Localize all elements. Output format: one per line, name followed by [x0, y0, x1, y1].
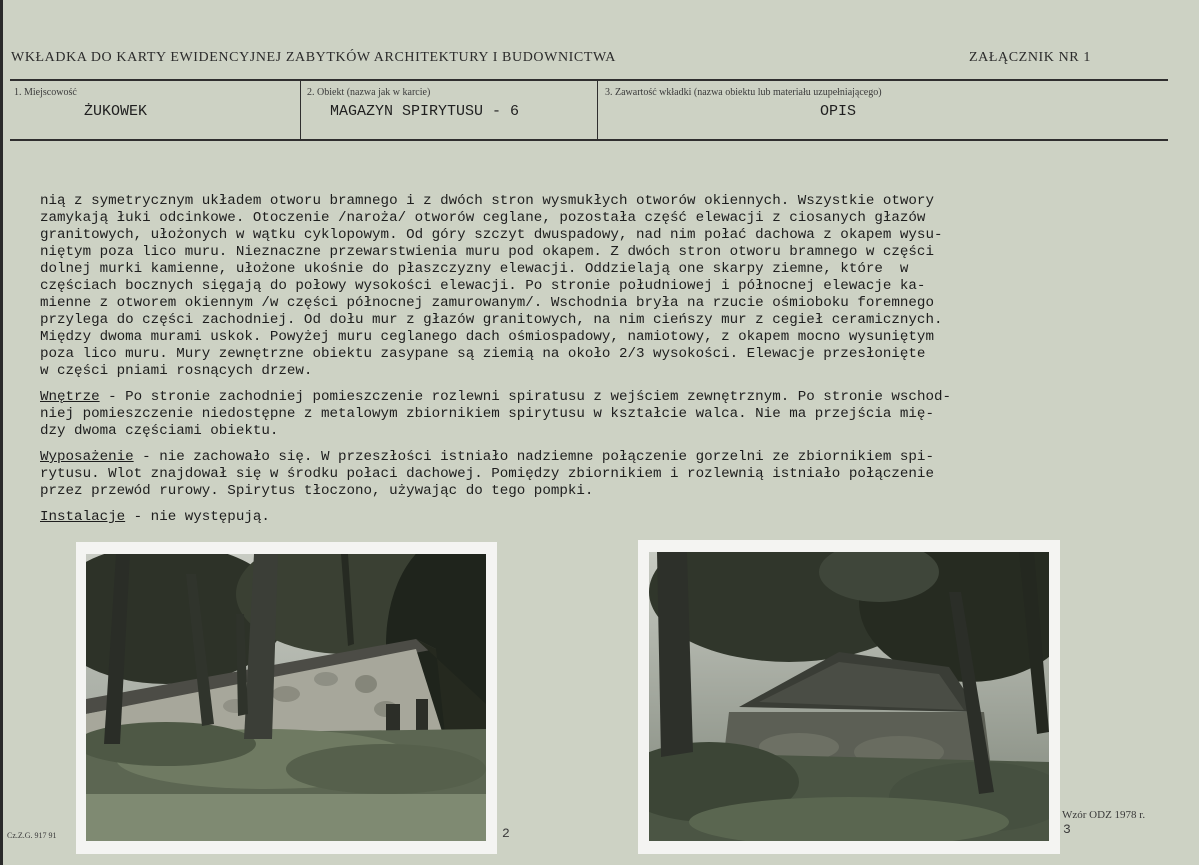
header-top-rule — [10, 79, 1168, 81]
text-line: dolnej murki kamienne, ułożone ukośnie do płaszczyzny elewacji. Oddzielają one skarpy ziemne, które w — [40, 261, 909, 277]
text-line: granitowych, ułożonych w wątku cyklopowym. Od góry szczyt dwuspadowy, nad nim połać dachowa z okapem wysu- — [40, 227, 943, 243]
print-code: Cz.Z.G. 917 91 — [7, 831, 57, 840]
equipment-text: - nie zachowało się. W przeszłości istniało nadziemne połączenie gorzelni ze zbiornikiem spi- — [133, 449, 934, 465]
header-bottom-rule — [10, 139, 1168, 141]
field-divider-2 — [597, 81, 598, 139]
text-line: nią z symetrycznym układem otworu bramnego i z dwóch stron wysmukłych otworów okiennych. Wszystkie otwory — [40, 193, 934, 209]
text-line: dzy dwoma częściami obiektu. — [40, 423, 279, 439]
photo-number-right: 3 — [1063, 822, 1071, 837]
text-line: niej pomieszczenie niedostępne z metalowym zbiornikiem spirytusu w kształcie walca. Nie ma przejścia mię- — [40, 406, 934, 422]
interior-text: - Po stronie zachodniej pomieszczenie rozlewni spiratusu z wejściem zewnętrznym. Po stronie wschod- — [99, 389, 951, 405]
form-title: WKŁADKA DO KARTY EWIDENCYJNEJ ZABYTKÓW ARCHITEKTURY I BUDOWNICTWA — [11, 50, 616, 65]
page-edge — [0, 0, 3, 865]
text-line — [40, 389, 1150, 406]
field-label-content: 3. Zawartość wkładki (nazwa obiektu lub materiału uzupełniającego) — [605, 87, 882, 98]
paragraph-installations — [40, 509, 1150, 526]
text-line: przylega do części zachodniej. Od dołu mur z głazów granitowych, na nim cieńszy mur z cegieł ceramicznych. — [40, 312, 943, 328]
installations-heading: Instalacje — [40, 509, 126, 525]
text-line: zamykają łuki odcinkowe. Otoczenie /naroża/ otworów ceglane, pozostała część elewacji z ciosanych głazów — [40, 210, 926, 226]
text-line: poza lico muru. Mury zewnętrzne obiektu zasypane są ziemią na około 2/3 wysokości. Elewacje przesłonięte — [40, 346, 926, 362]
equipment-heading: Wyposażenie — [40, 449, 134, 465]
text-line — [40, 449, 1150, 466]
text-line: mienne z otworem okiennym /w części północnej zamurowanym/. Wschodnia bryła na rzucie ośmioboku foremnego — [40, 295, 934, 311]
field-value-location: ŻUKOWEK — [84, 103, 148, 120]
text-line — [40, 509, 1150, 526]
attachment-number: ZAŁĄCZNIK NR 1 — [969, 50, 1091, 65]
description-text — [40, 193, 1150, 526]
paragraph-equipment — [40, 449, 1150, 500]
photo-image — [649, 552, 1049, 841]
installations-text: - nie występują. — [125, 509, 270, 525]
photo-number-left: 2 — [502, 826, 510, 841]
interior-heading: Wnętrze — [40, 389, 100, 405]
photo-image — [86, 554, 486, 841]
text-line: niętym poza lico muru. Nieznaczne przewarstwienia muru pod okapem. Z dwóch stron otworu bramnego w części — [40, 244, 934, 260]
paragraph-interior — [40, 389, 1150, 440]
text-line: rytusu. Wlot znajdował się w środku połaci dachowej. Pomiędzy zbiornikiem i rozlewnią istniało połączenie — [40, 466, 934, 482]
text-line: w części pniami rosnących drzew. — [40, 363, 313, 379]
paragraph-exterior — [40, 193, 1150, 380]
text-line: częściach bocznych sięgają do połowy wysokości elewacji. Po stronie południowej i północnej elewacje ka- — [40, 278, 926, 294]
field-label-location: 1. Miejscowość — [14, 87, 77, 98]
field-label-object: 2. Obiekt (nazwa jak w karcie) — [307, 87, 431, 98]
text-line: przez przewód rurowy. Spirytus tłoczono, używając do tego pompki. — [40, 483, 594, 499]
field-value-content: OPIS — [820, 103, 857, 120]
text-line: Między dwoma murami uskok. Powyżej muru ceglanego dach ośmiospadowy, namiotowy, z okapem mocno wysuniętym — [40, 329, 934, 345]
form-template: Wzór ODZ 1978 r. — [1062, 809, 1146, 821]
field-value-object: MAGAZYN SPIRYTUSU - 6 — [330, 103, 520, 120]
field-divider-1 — [300, 81, 301, 139]
photo-stone-building — [86, 554, 486, 841]
photo-octagonal-building — [649, 552, 1049, 841]
